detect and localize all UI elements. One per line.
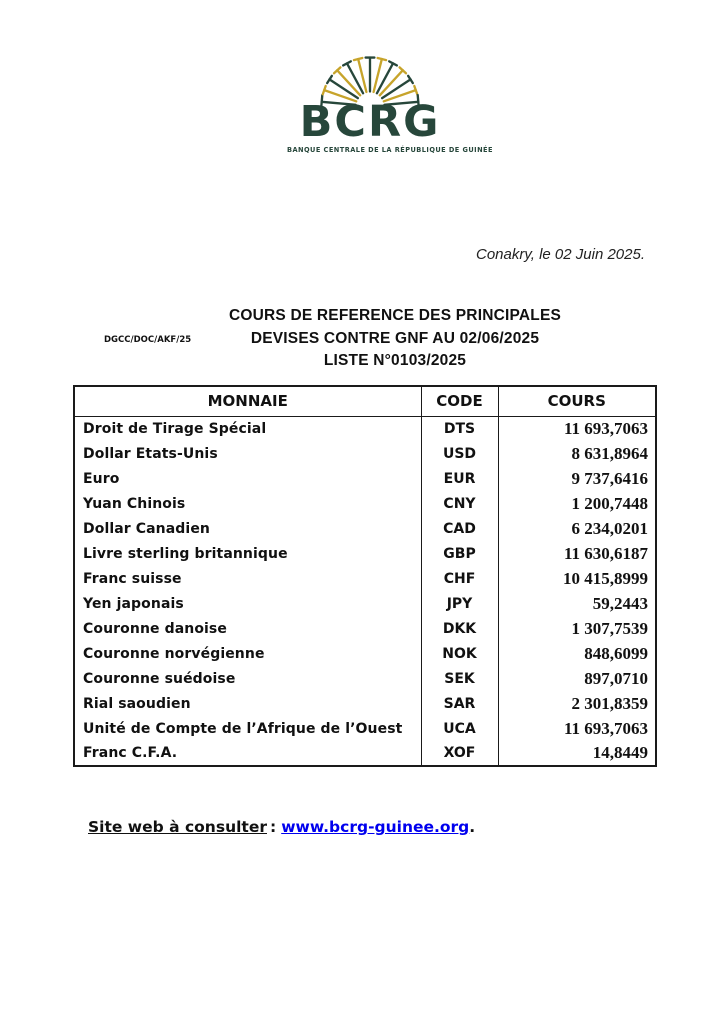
currency-name: Unité de Compte de l’Afrique de l’Ouest	[83, 720, 403, 737]
table-row	[74, 491, 656, 516]
currency-name: Yuan Chinois	[83, 495, 186, 512]
currency-code: CAD	[421, 516, 498, 541]
col-header-cours: COURS	[498, 386, 656, 416]
currency-rate: 6 234,0201	[498, 516, 656, 541]
currency-code: DKK	[421, 616, 498, 641]
table-row	[74, 566, 656, 591]
currency-code: JPY	[421, 591, 498, 616]
table-row	[74, 516, 656, 541]
currency-code: DTS	[421, 416, 498, 441]
currency-name: Couronne norvégienne	[83, 645, 265, 662]
currency-rate: 9 737,6416	[498, 466, 656, 491]
currency-name: Franc C.F.A.	[83, 745, 178, 761]
table-row	[74, 716, 656, 741]
currency-code: USD	[421, 441, 498, 466]
table-row	[74, 666, 656, 691]
table-header-row	[74, 386, 656, 416]
currency-code: CHF	[421, 566, 498, 591]
currency-rate: 11 693,7063	[498, 416, 656, 441]
currency-code: EUR	[421, 466, 498, 491]
col-header-monnaie: MONNAIE	[74, 386, 421, 416]
document-title	[145, 305, 645, 373]
title-line-2: DEVISES CONTRE GNF AU 02/06/2025	[250, 329, 540, 347]
table-row	[74, 741, 656, 766]
currency-rate: 11 630,6187	[498, 541, 656, 566]
currency-rate: 1 200,7448	[498, 491, 656, 516]
currency-name: Franc suisse	[83, 570, 182, 587]
date-line: Conakry, le 02 Juin 2025.	[476, 246, 645, 263]
site-period: .	[469, 818, 476, 836]
site-colon: :	[269, 818, 277, 836]
currency-name: Euro	[83, 470, 120, 487]
logo-acronym: BCRG	[299, 97, 441, 147]
title-line-1: COURS DE REFERENCE DES PRINCIPALES	[228, 307, 562, 324]
currency-code: SAR	[421, 691, 498, 716]
logo-tagline: BANQUE CENTRALE DE LA RÉPUBLIQUE DE GUINÉE	[287, 146, 493, 154]
table-row	[74, 441, 656, 466]
title-line-3: LISTE N°0103/2025	[323, 352, 467, 369]
currency-name: Droit de Tirage Spécial	[83, 420, 267, 437]
site-link[interactable]: www.bcrg-guinee.org	[281, 818, 470, 836]
bcrg-logo	[287, 44, 493, 154]
currency-name: Rial saoudien	[83, 695, 191, 712]
currency-rate: 1 307,7539	[498, 616, 656, 641]
currency-code: CNY	[421, 491, 498, 516]
currency-name: Couronne danoise	[83, 620, 227, 637]
table-row	[74, 691, 656, 716]
table-row	[74, 416, 656, 441]
currency-rate: 11 693,7063	[498, 716, 656, 741]
site-label: Site web à consulter	[88, 818, 267, 836]
table-row	[74, 616, 656, 641]
table-row	[74, 641, 656, 666]
currency-rate: 2 301,8359	[498, 691, 656, 716]
currency-name: Livre sterling britannique	[83, 545, 288, 562]
col-header-code: CODE	[421, 386, 498, 416]
currency-code: NOK	[421, 641, 498, 666]
currency-name: Dollar Canadien	[83, 520, 210, 537]
currency-rate: 59,2443	[498, 591, 656, 616]
currency-rate: 8 631,8964	[498, 441, 656, 466]
currency-name: Couronne suédoise	[83, 670, 236, 687]
currency-code: GBP	[421, 541, 498, 566]
currency-rate: 14,8449	[498, 741, 656, 766]
currency-code: XOF	[421, 741, 498, 766]
reference-code: DGCC/DOC/AKF/25	[104, 335, 192, 345]
currency-rate: 897,0710	[498, 666, 656, 691]
currency-rate: 10 415,8999	[498, 566, 656, 591]
currency-code: SEK	[421, 666, 498, 691]
currency-code: UCA	[421, 716, 498, 741]
currency-rate: 848,6099	[498, 641, 656, 666]
exchange-rates-table	[73, 385, 657, 767]
currency-name: Dollar Etats-Unis	[83, 445, 218, 462]
table-row	[74, 466, 656, 491]
currency-name: Yen japonais	[83, 595, 184, 612]
table-row	[74, 591, 656, 616]
table-row	[74, 541, 656, 566]
website-note	[88, 818, 475, 836]
